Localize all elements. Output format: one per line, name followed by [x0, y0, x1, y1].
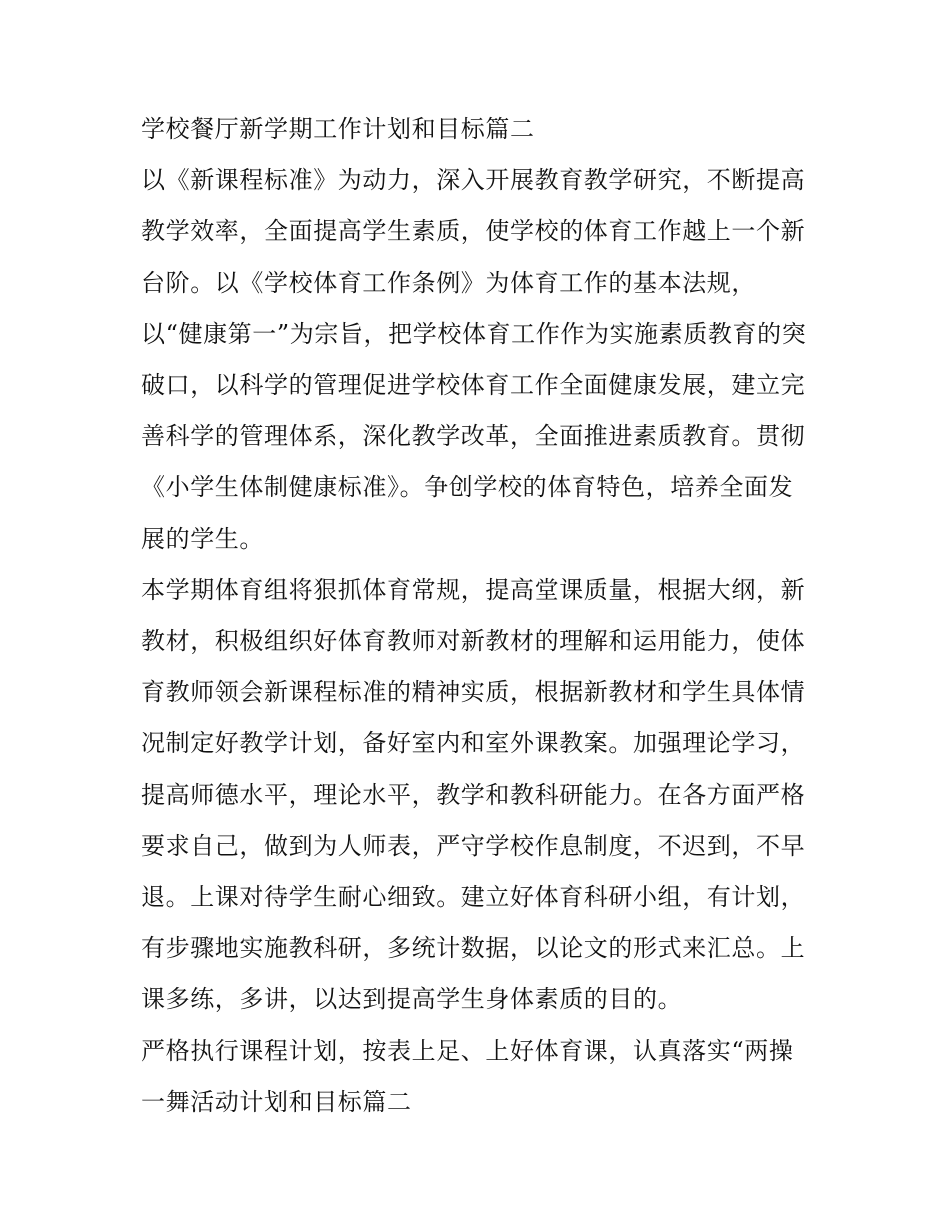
document-body	[141, 104, 821, 1128]
document-title: 学校餐厅新学期工作计划和目标篇二	[141, 115, 535, 143]
paragraph-3: 本学期体育组将狠抓体育常规，提高堂课质量，根据大纲，新 教材，积极组织好体育教师对新教材的理解和运用能力，使体 育教师领会新课程标准的精神实质，根据新教材和学生具体情 况制定好教学计划，备好室内和室外课教案。加强理论学习， 提高师德水平，理论水平，教学和教科研能力。在各方面严格 要求自己，做到为人师表，严守学校作息制度，不迟到，不早 退。上课对待学生耐心细致。建立好体育科研小组，有计划， 有步骤地实施教科研，多统计数据，以论文的形式来汇总。上 课多练，多讲，以达到提高学生身体素质的目的。	[141, 575, 806, 1014]
paragraph-4: 严格执行课程计划，按表上足、上好体育课，认真落实“两操 一舞活动计划和目标篇二	[141, 1036, 794, 1116]
paragraph-2: 以“健康第一”为宗旨，把学校体育工作作为实施素质教育的突 破口，以科学的管理促进学校体育工作全面健康发展，建立完 善科学的管理体系，深化教学改革，全面推进素质教育。贯彻 《小学生体制健康标准》。争创学校的体育特色，培养全面发 展的学生。	[141, 319, 807, 553]
paragraph-1: 以《新课程标准》为动力，深入开展教育教学研究，不断提高 教学效率，全面提高学生素质，使学校的体育工作越上一个新 台阶。以《学校体育工作条例》为体育工作的基本法规，	[141, 166, 806, 297]
